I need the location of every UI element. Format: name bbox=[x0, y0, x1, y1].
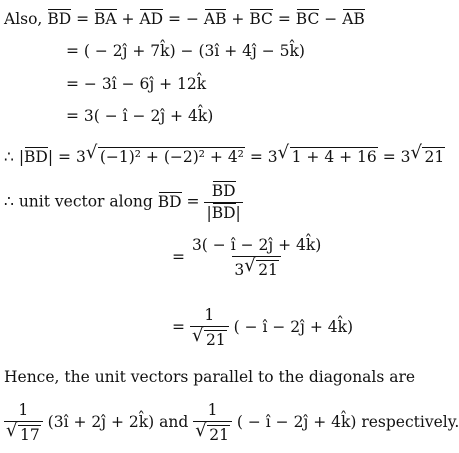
equals: = bbox=[76, 10, 90, 28]
vector-expression: ( − î − 2ĵ + 4k̂) bbox=[236, 413, 357, 431]
equation-final-answer bbox=[4, 403, 459, 443]
text-also: Also, bbox=[4, 10, 43, 28]
text-unit-vector-along: unit vector along bbox=[18, 192, 153, 211]
equation-step-2: = ( − 2ĵ + 7k̂) − (3î + 4ĵ − 5k̂) bbox=[66, 42, 305, 60]
sqrt-sum: √ 1 + 4 + 16 bbox=[277, 142, 377, 166]
text-respectively: respectively. bbox=[361, 413, 459, 431]
vector-ab: AB bbox=[342, 10, 365, 28]
therefore-symbol: ∴ bbox=[4, 148, 14, 166]
fraction-expression bbox=[190, 238, 323, 278]
equation-unit-vector-result bbox=[172, 308, 353, 348]
text-and: and bbox=[159, 413, 189, 431]
equals: = bbox=[172, 248, 185, 266]
sqrt-21: √ 21 bbox=[191, 324, 226, 349]
vector-expression: ( − î − 2ĵ + 4k̂) bbox=[233, 318, 354, 336]
vector-ba: BA bbox=[94, 10, 117, 28]
sqrt-21: √ 21 bbox=[244, 254, 278, 279]
vector-bd: BD bbox=[211, 182, 236, 200]
equation-step-3: = − 3î − 6ĵ + 12k̂ bbox=[66, 75, 207, 93]
fraction-one-over-sqrt21 bbox=[190, 308, 229, 348]
equation-step-4: = 3( − î − 2ĵ + 4k̂) bbox=[66, 107, 214, 125]
abs-bd: |BD| bbox=[18, 148, 54, 166]
vector-expression: (3î + 2ĵ + 2k̂) bbox=[47, 413, 155, 431]
equals: = bbox=[277, 10, 291, 28]
vector-bc: BC bbox=[249, 10, 273, 28]
radicand: 21 bbox=[258, 260, 278, 279]
sqrt-17: √ 17 bbox=[6, 419, 40, 444]
vector-bd: BD bbox=[47, 10, 72, 28]
equals-three: = 3 bbox=[249, 148, 278, 166]
radicand: 17 bbox=[20, 425, 40, 444]
equals: = bbox=[186, 192, 200, 211]
plus: + bbox=[231, 10, 245, 28]
coefficient: 3 bbox=[234, 260, 245, 279]
fraction-one-over-sqrt17 bbox=[4, 403, 43, 443]
vector-bd: BD bbox=[24, 148, 48, 166]
vector-bc: BC bbox=[295, 10, 320, 28]
plus: + bbox=[121, 10, 135, 28]
equation-unit-vector-step bbox=[172, 238, 323, 278]
sqrt-21: √ 21 bbox=[195, 419, 229, 444]
radicand: 1 + 4 + 16 bbox=[291, 148, 377, 166]
radicand: (−1)² + (−2)² + 4² bbox=[99, 148, 244, 166]
numerator: 1 bbox=[18, 401, 29, 419]
vector-bd: BD bbox=[157, 192, 182, 211]
equals-minus: = − bbox=[168, 10, 199, 28]
equals-three: = 3 bbox=[58, 148, 86, 166]
radicand: 21 bbox=[424, 148, 445, 166]
numerator: 1 bbox=[204, 306, 215, 324]
radicand: 21 bbox=[205, 330, 226, 349]
minus: − bbox=[324, 10, 338, 28]
equation-bd-expansion bbox=[4, 12, 365, 28]
numerator: 1 bbox=[207, 401, 218, 419]
sqrt-sum-squares: √ (−1)² + (−2)² + 4² bbox=[85, 142, 244, 166]
fraction-one-over-sqrt21 bbox=[193, 403, 232, 443]
equation-magnitude-bd bbox=[4, 142, 445, 166]
vector-ad: AD bbox=[139, 10, 164, 28]
radicand: 21 bbox=[209, 425, 229, 444]
equation-unit-vector-def bbox=[4, 184, 243, 221]
therefore-symbol: ∴ bbox=[4, 192, 14, 211]
vector-bd: BD bbox=[211, 203, 236, 222]
equals-three: = 3 bbox=[382, 148, 411, 166]
text-conclusion: Hence, the unit vectors parallel to the diagonals are bbox=[4, 368, 416, 386]
equals: = bbox=[172, 318, 185, 336]
vector-ab: AB bbox=[203, 10, 227, 28]
sqrt-21: √ 21 bbox=[410, 142, 445, 166]
numerator: 3( − î − 2ĵ + 4k̂) bbox=[191, 236, 322, 254]
fraction-bd-over-norm: $\frac{BD}{|BD|}$ bbox=[206, 182, 241, 222]
